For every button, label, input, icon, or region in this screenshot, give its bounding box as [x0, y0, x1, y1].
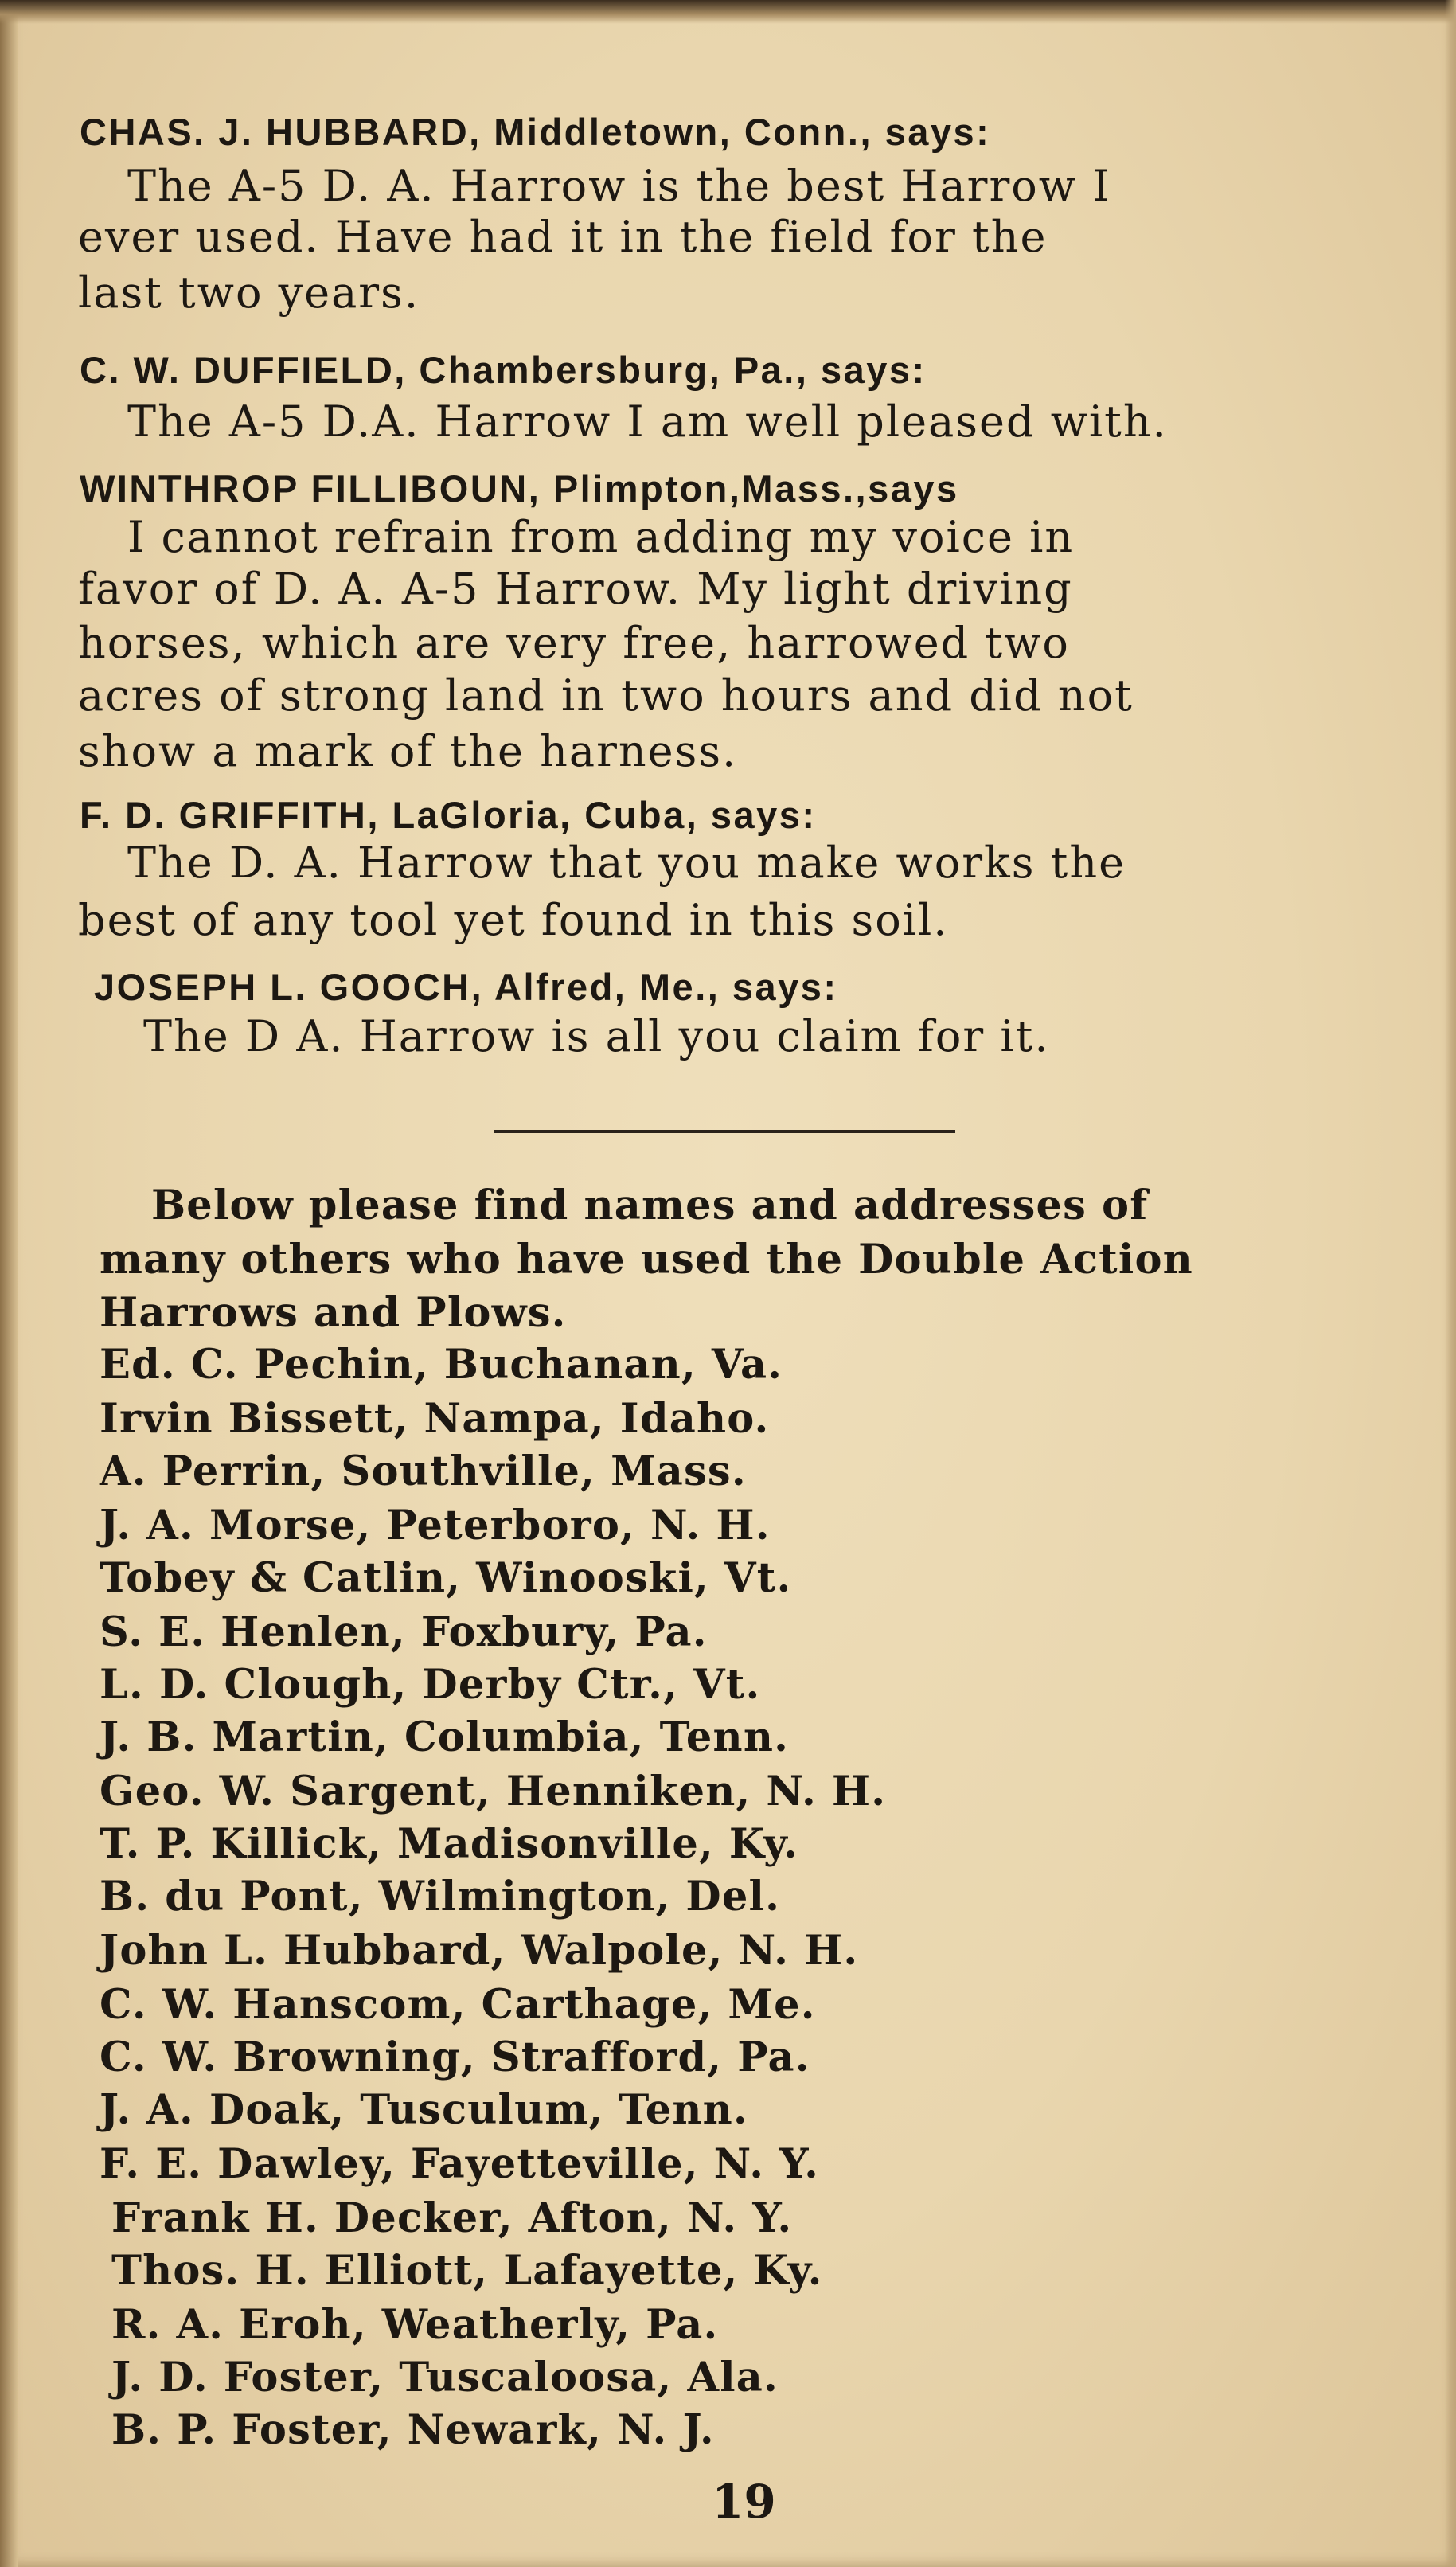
intro-line: Below please find names and addresses of: [151, 1182, 1149, 1229]
testimonial-name: C. W. DUFFIELD, Chambersburg, Pa., says:: [80, 349, 927, 391]
list-item: Ed. C. Pechin, Buchanan, Va.: [100, 1341, 783, 1389]
list-item: J. D. Foster, Tuscaloosa, Ala.: [111, 2354, 779, 2401]
testimonial-line: I cannot refrain from adding my voice in: [127, 512, 1075, 562]
list-item: J. B. Martin, Columbia, Tenn.: [100, 1713, 790, 1761]
list-item: J. A. Morse, Peterboro, N. H.: [100, 1502, 771, 1549]
section-divider: [494, 1130, 955, 1133]
testimonial-line: The A-5 D.A. Harrow I am well pleased with.: [127, 397, 1168, 447]
testimonial-line: The D. A. Harrow that you make works the: [127, 838, 1126, 888]
list-item: F. E. Dawley, Fayetteville, N. Y.: [100, 2140, 820, 2188]
testimonial-name: WINTHROP FILLIBOUN, Plimpton,Mass.,says: [80, 467, 959, 510]
list-item: Tobey & Catlin, Winooski, Vt.: [100, 1554, 792, 1602]
list-item: L. D. Clough, Derby Ctr., Vt.: [100, 1661, 761, 1709]
testimonial-line: ever used. Have had it in the field for the: [78, 212, 1048, 262]
intro-line: many others who have used the Double Action: [100, 1236, 1193, 1284]
page-number: 19: [712, 2475, 776, 2529]
list-item: Frank H. Decker, Afton, N. Y.: [111, 2194, 793, 2242]
intro-line: Harrows and Plows.: [100, 1289, 567, 1337]
list-item: Geo. W. Sargent, Henniken, N. H.: [100, 1768, 887, 1815]
page-right-edge: [1445, 0, 1456, 2567]
testimonial-line: favor of D. A. A-5 Harrow. My light driving: [78, 564, 1073, 614]
list-item: John L. Hubbard, Walpole, N. H.: [100, 1927, 859, 1975]
testimonial-name: JOSEPH L. GOOCH, Alfred, Me., says:: [94, 966, 838, 1008]
testimonial-line: The A-5 D. A. Harrow is the best Harrow I: [127, 161, 1111, 211]
list-item: Irvin Bissett, Nampa, Idaho.: [100, 1395, 770, 1443]
testimonial-line: last two years.: [78, 268, 420, 318]
testimonial-line: show a mark of the harness.: [78, 726, 738, 776]
list-item: S. E. Henlen, Foxbury, Pa.: [100, 1608, 708, 1656]
page-gutter-shadow: [0, 0, 18, 2567]
list-item: T. P. Killick, Madisonville, Ky.: [100, 1820, 799, 1868]
list-item: A. Perrin, Southville, Mass.: [100, 1448, 747, 1495]
page-top-edge: [0, 0, 1456, 24]
testimonial-line: acres of strong land in two hours and did not: [78, 670, 1134, 721]
list-item: R. A. Eroh, Weatherly, Pa.: [111, 2301, 719, 2349]
testimonial-line: best of any tool yet found in this soil.: [78, 895, 949, 945]
list-item: Thos. H. Elliott, Lafayette, Ky.: [111, 2247, 823, 2295]
testimonial-name: F. D. GRIFFITH, LaGloria, Cuba, says:: [80, 794, 817, 836]
testimonial-line: The D A. Harrow is all you claim for it.: [143, 1011, 1050, 1061]
list-item: C. W. Browning, Strafford, Pa.: [100, 2034, 810, 2081]
testimonial-name: CHAS. J. HUBBARD, Middletown, Conn., says:: [80, 111, 991, 153]
list-item: J. A. Doak, Tusculum, Tenn.: [100, 2086, 748, 2134]
list-item: B. du Pont, Wilmington, Del.: [100, 1873, 781, 1920]
list-item: C. W. Hanscom, Carthage, Me.: [100, 1981, 816, 2029]
list-item: B. P. Foster, Newark, N. J.: [111, 2406, 715, 2454]
testimonial-line: horses, which are very free, harrowed two: [78, 618, 1070, 668]
